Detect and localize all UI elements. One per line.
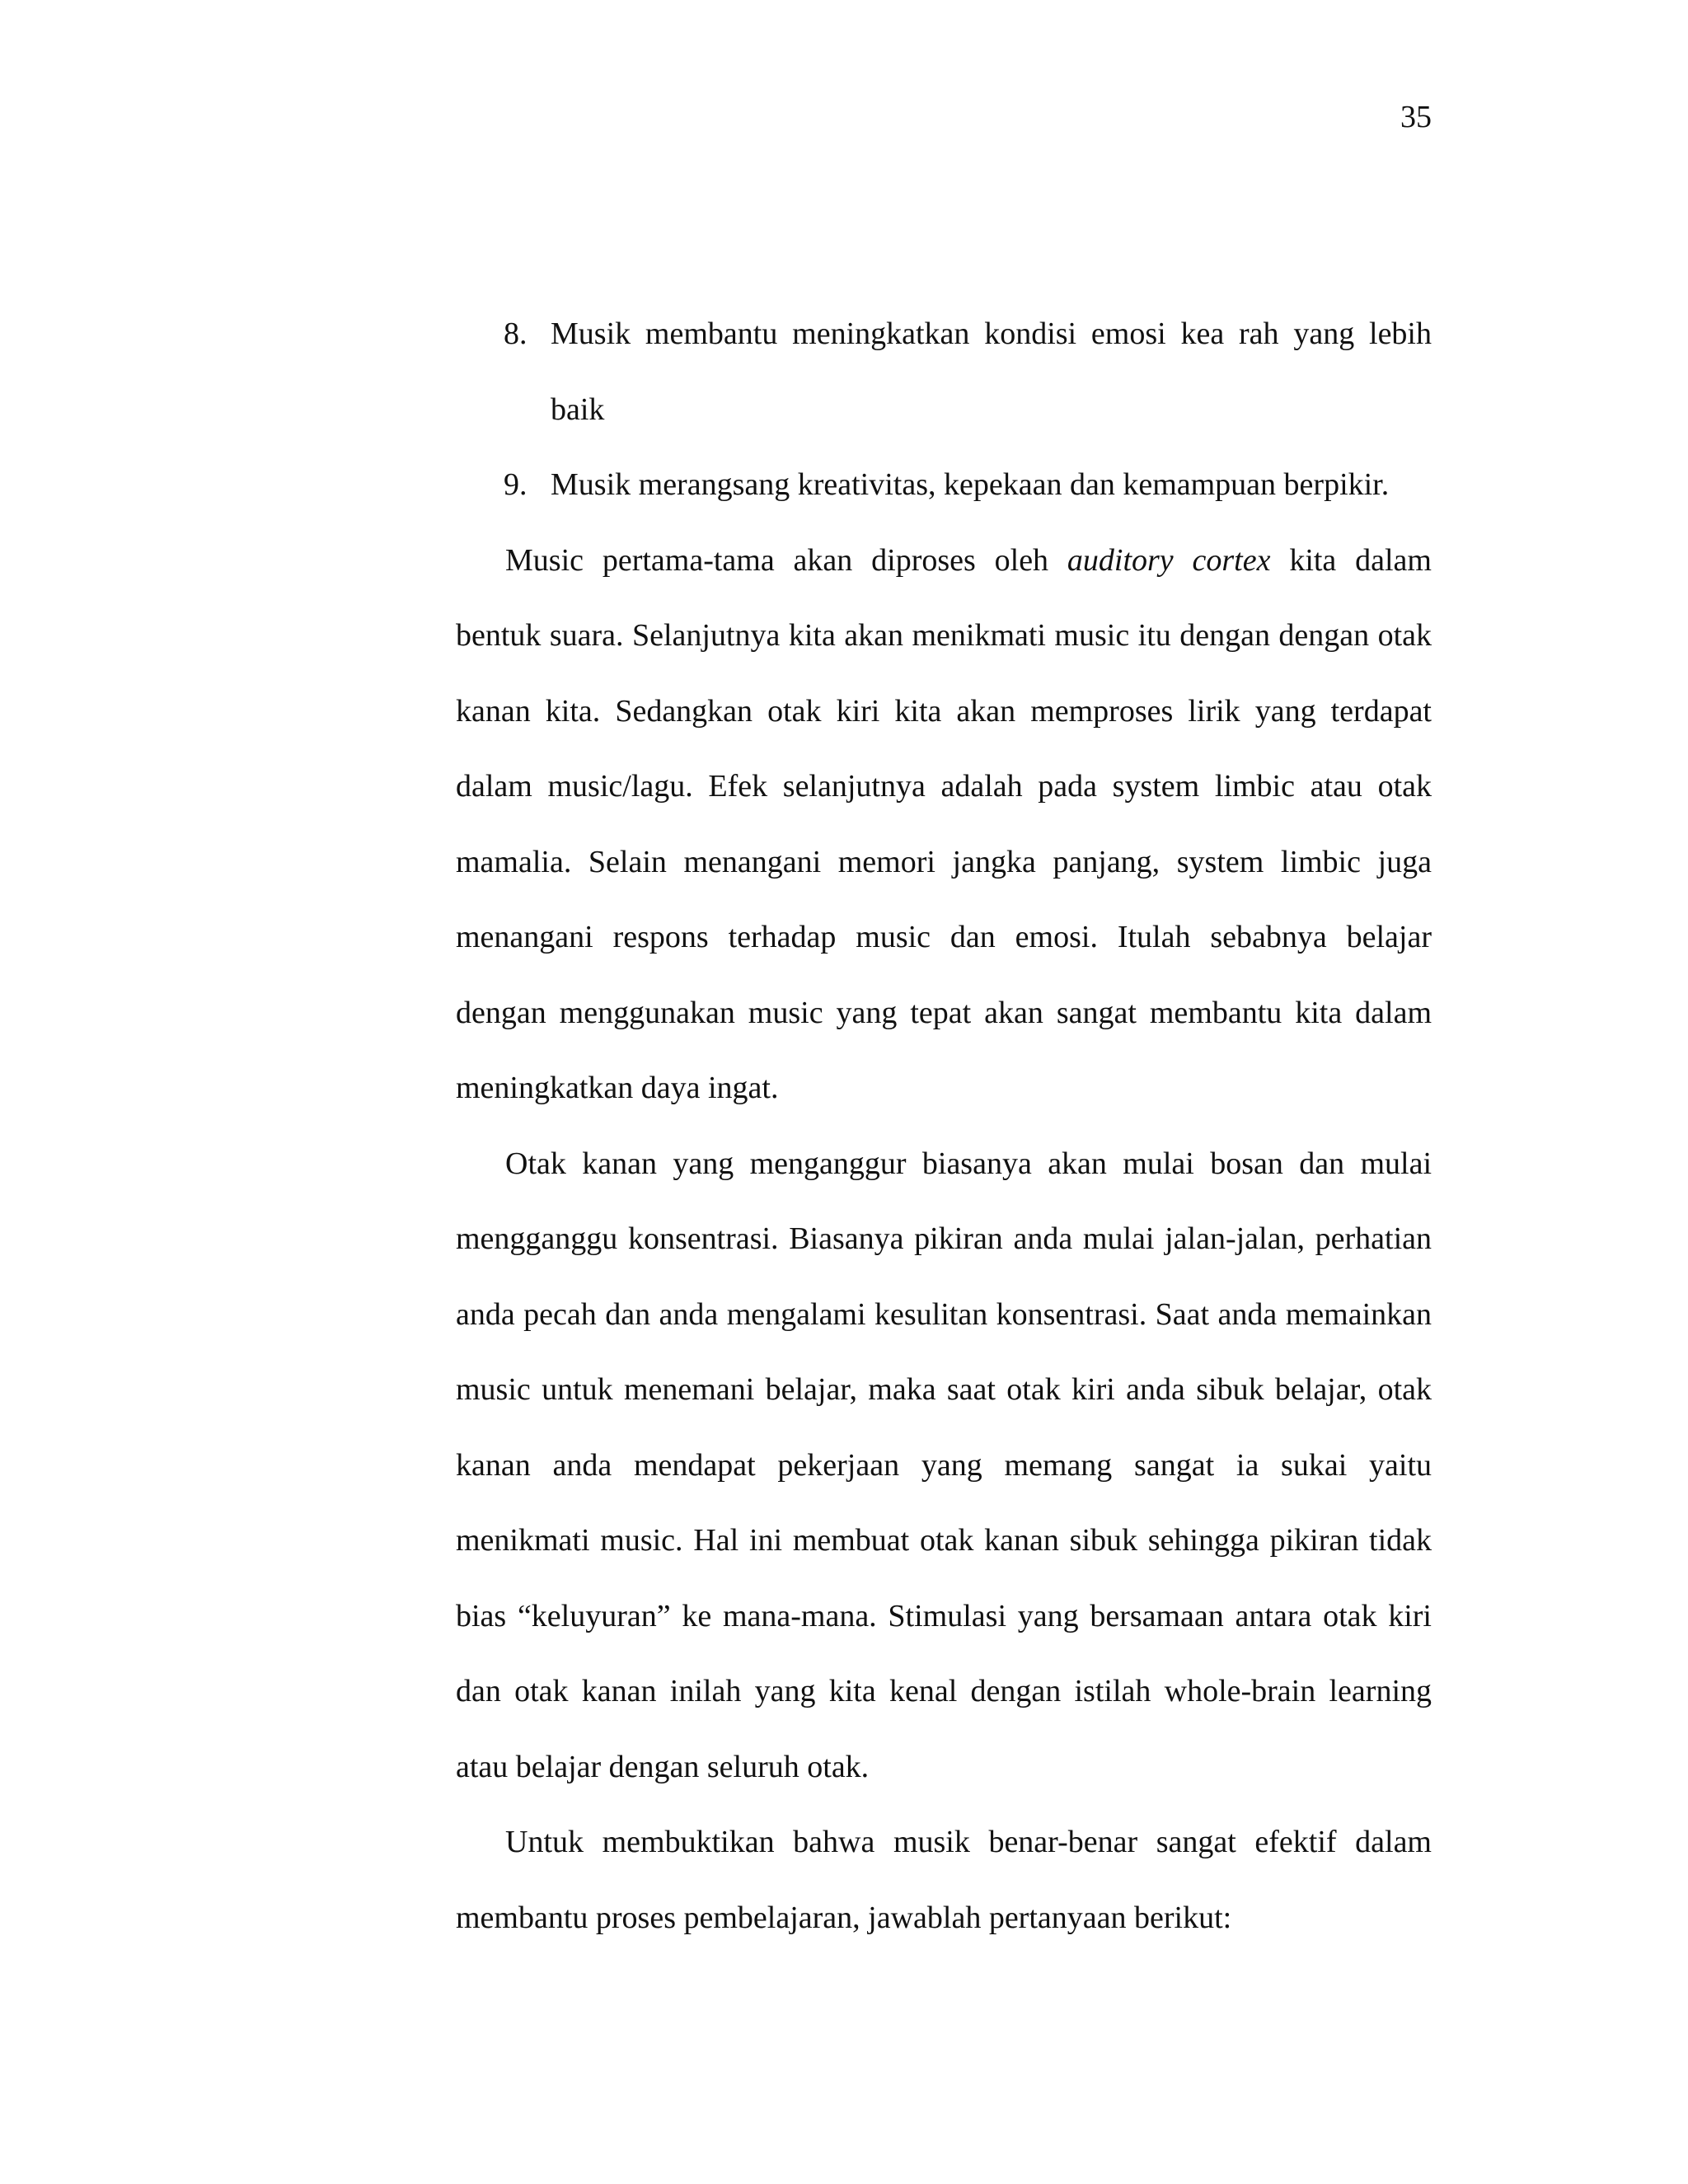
list-text: Musik membantu meningkatkan kondisi emosi kea rah yang lebih baik xyxy=(551,316,1432,427)
page-number: 35 xyxy=(1400,100,1432,134)
italic-term: auditory cortex xyxy=(1067,542,1271,578)
paragraph-auditory-cortex xyxy=(456,523,1432,1127)
list-item-9 xyxy=(456,448,1432,523)
list-number: 8. xyxy=(504,316,528,351)
list-number: 9. xyxy=(504,467,528,502)
list-item-8 xyxy=(456,297,1432,448)
paragraph-music-effective: Untuk membuktikan bahwa musik benar-benar sangat efektif dalam membantu proses pembelajaran, jawablah pertanyaan berikut: xyxy=(456,1825,1432,1935)
document-body xyxy=(456,297,1432,1956)
paragraph-right-brain: Otak kanan yang menganggur biasanya akan mulai bosan dan mulai mengganggu konsentrasi. Biasanya pikiran anda mulai jalan-jalan, perhatian anda pecah dan anda mengalami kesulitan konsentrasi. Saat anda memainkan music untuk menemani belajar, maka saat otak kiri anda sibuk belajar, otak kanan anda mendapat pekerjaan yang memang sangat ia sukai yaitu menikmati music. Hal ini membuat otak kanan sibuk sehingga pikiran tidak bias “keluyuran” ke mana-mana. Stimulasi yang bersamaan antara otak kiri dan otak kanan inilah yang kita kenal dengan istilah whole-brain learning atau belajar dengan seluruh otak. xyxy=(456,1146,1432,1784)
list-text: Musik merangsang kreativitas, kepekaan dan kemampuan berpikir. xyxy=(551,467,1390,502)
paragraph-text: Music pertama-tama akan diproses oleh xyxy=(505,542,1067,578)
paragraph-text: kita dalam bentuk suara. Selanjutnya kita akan menikmati music itu dengan dengan otak kanan kita. Sedangkan otak kiri kita akan memproses lirik yang terdapat dalam music/lagu. Efek selanjutnya adalah pada system limbic atau otak mamalia. Selain menangani memori jangka panjang, system limbic juga menangani respons terhadap music dan emosi. Itulah sebabnya belajar dengan menggunakan music yang tepat akan sangat membantu kita dalam meningkatkan daya ingat. xyxy=(456,542,1432,1105)
